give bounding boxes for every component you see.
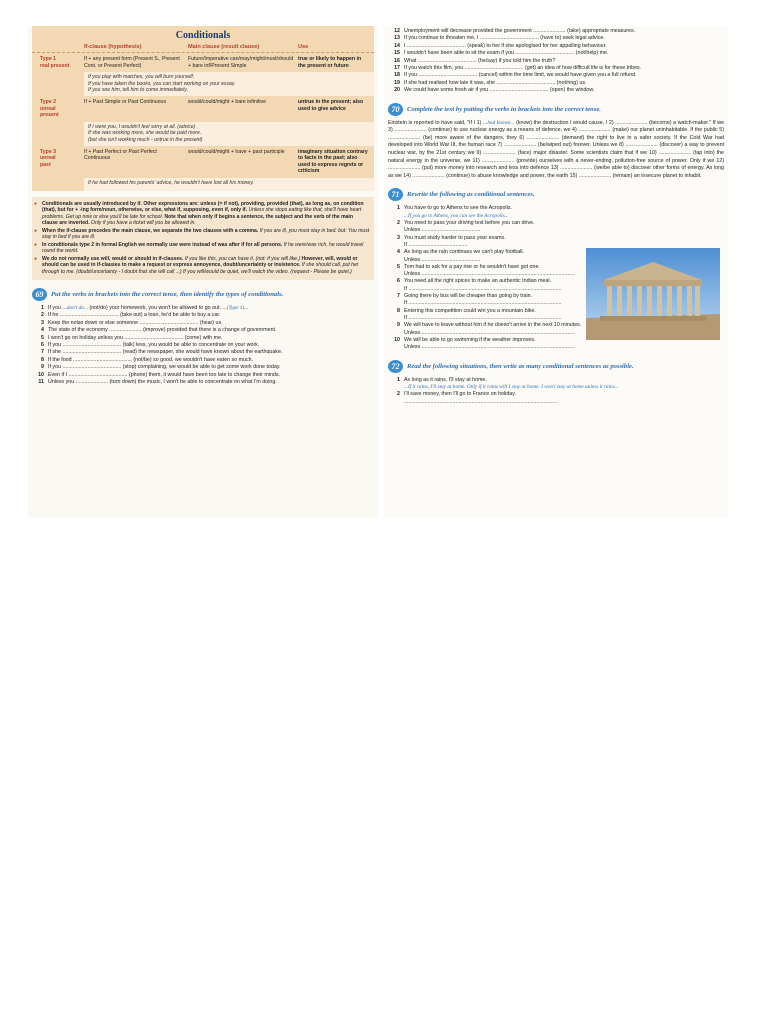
item-number: 11 bbox=[38, 379, 44, 386]
item-text-part: If he bbox=[48, 312, 60, 319]
example-line: If you play with matches, you will burn yourself. bbox=[88, 74, 195, 81]
item-text: I ........................................ (speak) to her if she apologised for her appalling behaviour. bbox=[404, 42, 607, 49]
exercise-item bbox=[32, 327, 374, 334]
item-text-part: ........................................ (hear) us. bbox=[139, 319, 223, 326]
item-text: As long as it rains, I'll stay at home. bbox=[404, 376, 487, 383]
item-number: 13 bbox=[394, 35, 400, 42]
header-if-clause: If-clause (hypothesis) bbox=[84, 44, 142, 50]
item-number: 19 bbox=[394, 79, 400, 86]
item-answer-line: Unless ........................................ bbox=[404, 227, 481, 234]
item-text bbox=[48, 335, 374, 342]
item-text-part: ...................... (improve) provided that there is a change of government. bbox=[109, 327, 277, 334]
exercise-item bbox=[388, 80, 724, 87]
item-text: We will be able to go swimming if the weather improves. bbox=[404, 336, 536, 343]
exercise-item bbox=[388, 50, 724, 57]
item-text: What ........................................ (he/say) if you told him the truth? bbox=[404, 57, 556, 64]
exercise-item bbox=[32, 379, 374, 386]
item-number: 20 bbox=[394, 87, 400, 94]
exercise-69-items bbox=[32, 305, 374, 386]
exercise-70-text: Einstein is reported to have said, "If I 1) ...had known... (know) the destruction I would cause, I 2) ...................... (become) a watch-maker." If we 3) ...................... (continue) to use nuclear energy as a means of defence, we 4) ...................... (make) our planet uninhabitable. If the public 5) ...................... (be) more aware of the dangers, they 6) ...................... (demand) the right to live in a safer society. If the Cold War had developed into World War III, the human race 7) ...................... (be/wiped out) forever. Unless we 8) ...................... (discover) a way to prevent nuclear war, by the 21st century we 9) ...................... (face) major disaster. Some scientists claim that if we 10) ...................... (tap into) the natural energy in the universe, we 11) ...................... (provide) ourselves with a never-ending, pollution-free source of power. Only if we 12) ...................... (put) more money into research and less into defence 13) ...................... (we/be able to) discover other forms of energy. As long as we 14) ...................... (continue) to abuse knowledge and power, the earth 15) ...................... (remain) an insecure planet to inhabit. bbox=[388, 119, 724, 179]
exercise-item bbox=[388, 87, 724, 94]
item-number: 9 bbox=[397, 322, 400, 329]
item-text-part: Even if I bbox=[48, 371, 69, 378]
row-use: untrue in the present; also used to give advice bbox=[298, 98, 364, 112]
item-text-part: ........................................ (phone) them, it would have been too late to change their minds. bbox=[68, 371, 281, 378]
exercise-item bbox=[388, 58, 724, 65]
item-text: We will have to leave without him if he doesn't arrive in the next 10 minutes. bbox=[404, 322, 582, 329]
example-answer: (Type 1) bbox=[226, 305, 245, 311]
item-number: 4 bbox=[41, 327, 44, 334]
row-main-clause: would/could/might + have + past participle bbox=[188, 148, 285, 155]
exercise-number-badge: 72 bbox=[388, 360, 403, 373]
item-text bbox=[48, 305, 374, 312]
item-number: 1 bbox=[41, 305, 44, 311]
item-text-part: ........................................ (not/be) so good, we wouldn't have eaten so much. bbox=[73, 356, 254, 363]
item-answer-line: Unless ........................................................................................................ bbox=[404, 329, 575, 336]
item-text-part: If she bbox=[48, 349, 63, 356]
item-number: 8 bbox=[41, 356, 44, 363]
item-text: Tom had to ask for a pay rise or he wouldn't have got one. bbox=[404, 263, 540, 270]
item-text-part: The state of the economy bbox=[48, 327, 110, 334]
item-text-part: If you bbox=[48, 342, 63, 349]
item-text-part: ........................................ (come) with me. bbox=[124, 334, 223, 341]
item-text-part: ... bbox=[244, 305, 249, 311]
exercise-number-badge: 69 bbox=[32, 288, 47, 301]
exercise-item bbox=[388, 391, 724, 398]
item-text-part: ........................................ (stop) complaining, we would be able to get some work done today. bbox=[62, 364, 281, 371]
exercise-number-badge: 70 bbox=[388, 103, 403, 116]
exercise-title: Rewrite the following as conditional sentences. bbox=[407, 191, 535, 199]
exercise-item bbox=[388, 377, 724, 384]
note-item: ● In conditionals type 2 in formal English we normally use were instead of was after if for all persons. If he were/was rich, he would travel round the world. bbox=[42, 242, 370, 255]
item-text-part: (not/do) your homework, you won't be allowed to go out. ... bbox=[88, 305, 227, 311]
item-text-part: Keep the noise down or else someone bbox=[48, 319, 140, 326]
item-number: 16 bbox=[394, 57, 400, 64]
example-line: If you have taken the books, you can start working on your essay. bbox=[88, 80, 236, 87]
exercise-68-continued-items bbox=[388, 28, 724, 95]
table-header bbox=[32, 43, 374, 53]
item-text-part: Unless you bbox=[48, 379, 76, 386]
header-main-clause: Main clause (result clause) bbox=[188, 44, 260, 50]
example-answer: don't do... bbox=[66, 305, 88, 311]
row-examples bbox=[84, 178, 374, 191]
item-number: 2 bbox=[41, 312, 44, 319]
exercise-title: Complete the text by putting the verbs in brackets into the correct tense. bbox=[407, 105, 601, 113]
item-number: 9 bbox=[41, 364, 44, 371]
exercise-item bbox=[388, 43, 724, 50]
acropolis-photo bbox=[586, 248, 720, 340]
example-line: If I were you, I wouldn't feel sorry at all. (advice) bbox=[88, 123, 196, 130]
item-text-part: If you ... bbox=[48, 305, 67, 311]
example-line: If you see him, tell him to come immediately. bbox=[88, 87, 188, 94]
item-text-part: ...................... (turn down) the music, I won't be able to concentrate on what I'm doing. bbox=[75, 379, 277, 386]
row-type: Type 3 unreal past bbox=[40, 148, 57, 168]
row-main-clause: Future/Imperative can/may/might/must/should + bare inf/Present Simple bbox=[188, 56, 294, 69]
grammar-notes bbox=[32, 197, 374, 281]
item-text: I'll save money, then I'll go to France on holiday. bbox=[404, 391, 516, 398]
exercise-item bbox=[32, 312, 374, 319]
item-number: 12 bbox=[394, 28, 400, 34]
exercise-item bbox=[388, 220, 724, 227]
item-text: You have to go to Athens to see the Acropolis. bbox=[404, 205, 512, 212]
item-text: If you ........................................ (cancel) within the time limit, we would have given you a full refund. bbox=[404, 72, 637, 79]
example-answer: had known... bbox=[487, 119, 515, 126]
item-number: 18 bbox=[394, 72, 400, 79]
exercise-title: Read the following situations, then write as many conditional sentences as possible. bbox=[407, 362, 634, 370]
item-number: 1 bbox=[397, 205, 400, 212]
item-answer-line: If ........................................................................................................ bbox=[404, 315, 562, 322]
item-number: 17 bbox=[394, 65, 400, 72]
item-number: 10 bbox=[38, 371, 44, 378]
example-line: If he had followed his parents' advice, he wouldn't have lost all his money. bbox=[88, 179, 254, 186]
table-title: Conditionals bbox=[175, 30, 231, 41]
note-item: ● Conditionals are usually introduced by if. Other expressions are: unless (= if not), providing, provided (that), as long as, on condition (that), but for + -ing form/noun, otherwise, or else, what if, supposing, even if, only if. Unless she stops eating like that, she'll have heart problems. Get up now or else you'll be late for school. Note that when only if begins a sentence, the subject and the verb of the main clause are inverted. Only if you have a ticket will you be allowed in. bbox=[42, 201, 370, 227]
exercise-72-header bbox=[388, 360, 724, 373]
item-text bbox=[48, 364, 374, 371]
item-text: I wouldn't have been able to sit the exam if you ........................................ (not/help) me. bbox=[404, 50, 609, 57]
item-text: As long as the rain continues we can't play football. bbox=[404, 249, 524, 256]
item-text bbox=[48, 349, 374, 356]
item-answer-line: Unless ........................................................................................................ bbox=[404, 344, 575, 351]
exercise-item bbox=[32, 349, 374, 356]
row-type: Type 1 real present bbox=[40, 56, 70, 69]
item-text: You need all the right spices to make an authentic Indian meal. bbox=[404, 278, 552, 285]
item-text-part: ........................................ (read) the newspaper, she would have known about the earthquake. bbox=[62, 349, 283, 356]
exercise-70-header bbox=[388, 103, 724, 116]
item-text: Unemployment will decrease provided the government ...................... (take) appropriate measures. bbox=[404, 28, 636, 34]
row-examples bbox=[84, 72, 374, 96]
example-line: (but she isn't working much - untrue in the present) bbox=[88, 136, 203, 143]
item-text-part: If you bbox=[48, 364, 63, 371]
table-row bbox=[32, 96, 374, 122]
note-item: ● When the if-clause precedes the main clause, we separate the two clauses with a comma. If you are ill, you must stay in bed. but: You must stay in bed if you are ill. bbox=[42, 228, 370, 241]
item-text: If she had realised how late it was, she ........................................ (not/ring) us. bbox=[404, 79, 587, 86]
item-answer-line: Unless ........................................ bbox=[404, 256, 481, 263]
item-number: 2 bbox=[397, 220, 400, 227]
row-type: Type 2 unreal present bbox=[40, 98, 59, 119]
item-text bbox=[48, 342, 374, 349]
item-answer-line: If ........................................................................................................ bbox=[404, 285, 562, 292]
row-use: imaginary situation contrary to facts in the past; also used to express regrets or criticism bbox=[298, 148, 368, 175]
exercise-item bbox=[32, 320, 374, 327]
item-number: 6 bbox=[41, 342, 44, 349]
note-item: ● We do not normally use will, would or should in if-clauses. If you like this, you can have it. (not: if you will like.) However, will, would or should can be used in if-clauses to make a request or express annoyence, doubt/uncertainty or insistence. If she should call, put her through to me. (doubt/uncertainty - I doubt that she will call ...) If you will/would be quiet, we'll watch the video. (request - Please be quiet.) bbox=[42, 256, 370, 276]
exercise-item bbox=[388, 72, 724, 79]
item-text bbox=[48, 372, 374, 379]
left-page bbox=[28, 26, 378, 518]
item-number: 3 bbox=[41, 319, 44, 326]
exercise-69-header bbox=[32, 288, 374, 301]
item-number: 7 bbox=[41, 349, 44, 356]
exercise-item bbox=[388, 35, 724, 42]
item-answer-line: If ........................................................................................................ bbox=[404, 300, 562, 307]
header-use: Use bbox=[298, 44, 309, 50]
item-number: 15 bbox=[394, 50, 400, 57]
item-number: 6 bbox=[397, 278, 400, 285]
item-text bbox=[48, 320, 374, 327]
row-main-clause: would/could/might + bare infinitive bbox=[188, 98, 266, 105]
item-number: 1 bbox=[397, 376, 400, 383]
table-row bbox=[32, 53, 374, 72]
conditionals-table bbox=[32, 26, 374, 191]
item-text bbox=[48, 327, 374, 334]
item-text-part: I won't go on holiday unless you bbox=[48, 334, 125, 341]
item-text-part: ........................................ (take out) a loan, he'd be able to buy a car. bbox=[59, 312, 221, 319]
exercise-item bbox=[32, 364, 374, 371]
exercise-item bbox=[32, 357, 374, 364]
item-number: 8 bbox=[397, 307, 400, 314]
item-text: Going there by bus will be cheaper than going by train. bbox=[404, 293, 533, 300]
row-if-clause: If + Past Simple or Past Continuous bbox=[84, 98, 167, 105]
exercise-item bbox=[388, 235, 724, 242]
exercise-72-items bbox=[388, 377, 724, 406]
row-if-clause: If + Past Perfect or Past Perfect Continuous bbox=[84, 148, 157, 162]
exercise-item bbox=[388, 205, 724, 212]
item-number: 14 bbox=[394, 42, 400, 49]
row-use: true or likely to happen in the present or future bbox=[298, 56, 362, 69]
item-text bbox=[48, 312, 374, 319]
item-answer-line: ...If it rains, I'll stay at home. Only if it rains will I stay at home. I won't stay at home unless it rains... bbox=[404, 383, 619, 390]
item-text: You must study harder to pass your exams. bbox=[404, 234, 506, 241]
item-text bbox=[48, 379, 374, 386]
exercise-item bbox=[32, 372, 374, 379]
exercise-item bbox=[388, 65, 724, 72]
item-number: 2 bbox=[397, 391, 400, 398]
item-number: 10 bbox=[394, 336, 400, 343]
item-text bbox=[48, 357, 374, 364]
item-text: We could have some fresh air if you ........................................ (open) the window. bbox=[404, 87, 595, 94]
row-examples bbox=[84, 122, 374, 146]
exercise-item bbox=[32, 342, 374, 349]
item-answer-line: ........................................................................................................ bbox=[404, 398, 558, 405]
item-number: 4 bbox=[397, 249, 400, 256]
item-answer-line: Unless ........................................................................................................ bbox=[404, 271, 575, 278]
item-text: You need to pass your driving test before you can drive. bbox=[404, 220, 535, 227]
item-text: If you watch this film, you ........................................ (get) an idea of how difficult life is for these tribes. bbox=[404, 65, 642, 72]
item-number: 5 bbox=[41, 334, 44, 341]
exercise-title: Put the verbs in brackets into the correct tense, then identify the types of conditionals. bbox=[51, 291, 284, 298]
table-row bbox=[32, 146, 374, 178]
exercise-71-header bbox=[388, 188, 724, 201]
item-number: 7 bbox=[397, 293, 400, 300]
item-number: 3 bbox=[397, 234, 400, 241]
item-answer-line: If ........................................ bbox=[404, 242, 468, 249]
exercise-item bbox=[32, 335, 374, 342]
item-text: If you continue to threaten me, I ........................................ (have to) seek legal advice. bbox=[404, 35, 605, 42]
item-number: 5 bbox=[397, 263, 400, 270]
item-answer-line: ...If you go to Athens, you can see the Acropolis... bbox=[404, 212, 509, 219]
exercise-number-badge: 71 bbox=[388, 188, 403, 201]
exercise-item bbox=[32, 305, 374, 312]
item-text: Entering this competition could win you a mountain bike. bbox=[404, 307, 536, 314]
exercise-item bbox=[388, 28, 724, 35]
item-text-part: ........................................ (talk) less, you would be able to concentrate on your work. bbox=[62, 342, 260, 349]
row-if-clause: If + any present form (Present S., Present Cont. or Present Perfect) bbox=[84, 56, 180, 69]
right-page bbox=[384, 26, 728, 518]
item-text-part: If the food bbox=[48, 356, 74, 363]
parthenon-image bbox=[586, 248, 720, 340]
example-line: If she was working more, she would be paid more. bbox=[88, 130, 202, 137]
